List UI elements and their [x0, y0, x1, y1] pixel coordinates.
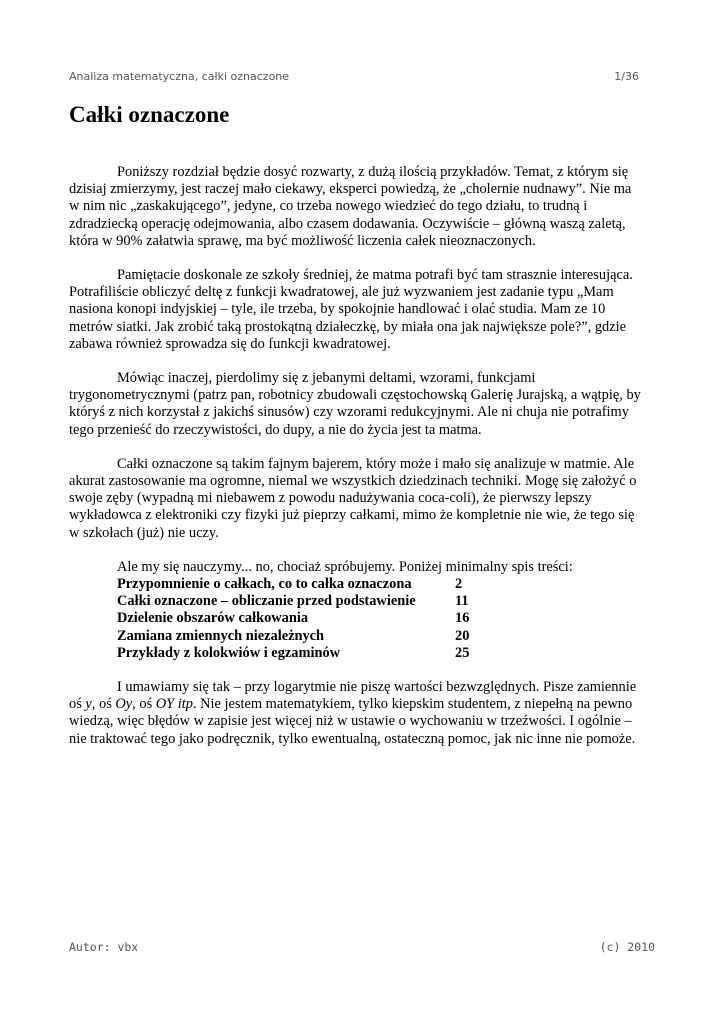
- axis-oy-italic: Oy: [115, 696, 133, 713]
- chapter-title: Całki oznaczone: [69, 102, 230, 127]
- toc-item-page: 2: [455, 576, 463, 593]
- copyright: (c) 2010: [599, 940, 655, 954]
- document-body: [69, 164, 644, 765]
- toc-item: [117, 576, 644, 593]
- paragraph-5-text: I umawiamy się tak – przy logarytmie nie piszę wartości bezwzględnych. Pisze zamiennie oś: [69, 679, 637, 713]
- toc-item-page: 20: [455, 627, 470, 644]
- toc-intro: Ale my się nauczymy... no, chociaż spróbujemy. Poniżej minimalny spis treści:: [117, 558, 573, 575]
- page-footer: [69, 940, 655, 954]
- toc-item: [117, 645, 644, 662]
- paragraph-4: Całki oznaczone są takim fajnym bajerem, który może i mało się analizuje w matmie. Ale akurat zastosowanie ma ogromne, niemal we wszystkich dziedzinach techniki. Mogę się założyć o swoje zęby (wypadną mi niebawem z powodu nadużywania coca-coli), że pierwszy lepszy wykładowca z elektroniki czy fizyki już pieprzy całkami, mimo że kompletnie nie wie, że tego się w szkołach (już) nie uczy.: [69, 455, 637, 541]
- toc-item-title: Zamiana zmiennych niezależnych: [117, 627, 325, 644]
- document-title-header: Analiza matematyczna, całki oznaczone: [69, 70, 290, 83]
- page-header: [69, 70, 639, 83]
- toc-item-title: Przykłady z kolokwiów i egzaminów: [117, 644, 341, 661]
- paragraph-5: [69, 679, 644, 748]
- toc-item: [117, 593, 644, 610]
- paragraph-5-text: , oś: [132, 696, 156, 713]
- toc-item-page: 16: [455, 610, 470, 627]
- toc-item-title: Dzielenie obszarów całkowania: [117, 610, 309, 627]
- paragraph-1: Poniższy rozdział będzie dosyć rozwarty, z dużą ilością przykładów. Temat, z którym się dzisiaj zmierzymy, jest raczej mało ciekawy, eksperci powiedzą, że „cholernie nudnawy”. Nie ma w nim nic „zaskakującego”, jedyne, co trzeba nowego wiedzieć do tego działu, to trudną i zdradziecką operację odejmowania, albo czasem dodawania. Oczywiście – główną waszą zaletą, która w 90% załatwia sprawę, ma być możliwość liczenia całek nieoznaczonych.: [69, 164, 632, 249]
- author: Autor: vbx: [69, 940, 139, 954]
- toc-item: [117, 610, 644, 627]
- toc-item-title: Przypomnienie o całkach, co to całka oznaczona: [117, 576, 412, 593]
- paragraph-3: Mówiąc inaczej, pierdolimy się z jebanymi deltami, wzorami, funkcjami trygonometrycznymi (patrz pan, robotnicy zbudowali częstochowską Galerię Jurajską, a wątpię, by któryś z nich korzystał z jakichś sinusów) czy wzorami redukcyjnymi. Ale ni chuja nie potrafimy tego przenieść do rzeczywistości, do dupy, a nie do życia jest ta matma.: [69, 370, 641, 438]
- toc-item-title: Całki oznaczone – obliczanie przed podstawienie: [117, 593, 416, 610]
- toc-item: [117, 628, 644, 645]
- table-of-contents: [69, 576, 644, 662]
- toc-item-page: 11: [455, 593, 469, 610]
- paragraph-2: Pamiętacie doskonale ze szkoły średniej, że matma potrafi być tam strasznie interesująca. Potrafiliście obliczyć deltę z funkcji kwadratowej, ale już wyzwaniem jest zadanie typu „Mam nasiona konopi indyjskiej – tyle, ile trzeba, by spokojnie handlować i olać studia. Mam ze 10 metrów siatki. Jak zrobić taką prostokątną działeczkę, by miała ona jak największe pole?”, gdzie zabawa również sprowadza się do funkcji kwadratowej.: [69, 267, 633, 352]
- paragraph-5-text: . Nie jestem matematykiem, tylko kiepskim studentem, z niepełną na pewno wiedzą, więc błędów w zapisie jest więcej niż w ustawie o wychowaniu w trzeźwości. I ogólnie – nie traktować tego jako podręcznik, tylko ewentualną, ostateczną pomoc, jak nic inne nie pomoże.: [69, 696, 636, 747]
- axis-y-italic: y: [85, 696, 92, 713]
- page-number: 1/36: [614, 70, 639, 83]
- toc-item-page: 25: [455, 644, 470, 661]
- axis-OY-italic: OY itp: [155, 696, 193, 713]
- paragraph-5-text: , oś: [91, 696, 116, 713]
